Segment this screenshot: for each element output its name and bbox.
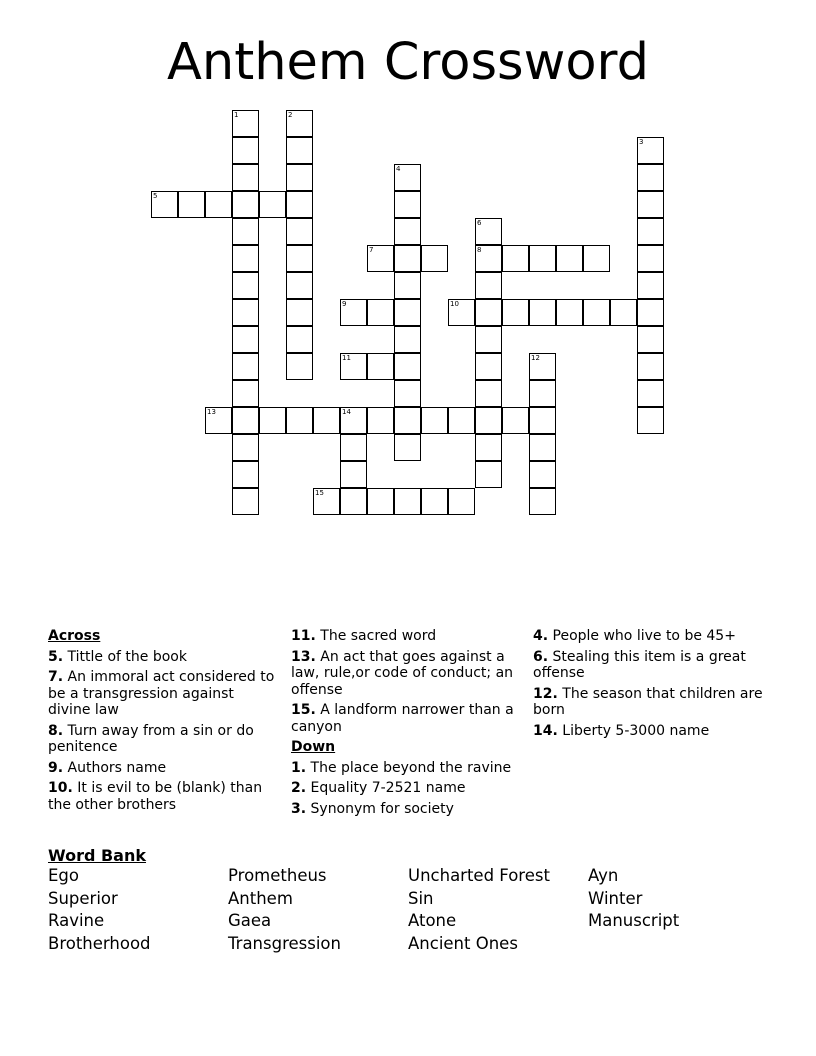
grid-cell[interactable] bbox=[286, 299, 313, 326]
grid-cell[interactable] bbox=[205, 191, 232, 218]
grid-cell[interactable] bbox=[475, 299, 502, 326]
clue-text: An act that goes against a law, rule,or code of conduct; an offense bbox=[291, 648, 514, 698]
grid-cell[interactable] bbox=[367, 245, 394, 272]
down-clue bbox=[291, 780, 523, 797]
grid-cell[interactable] bbox=[394, 326, 421, 353]
grid-cell[interactable] bbox=[286, 137, 313, 164]
puzzle-title: Anthem Crossword bbox=[167, 33, 649, 92]
clues-column-1 bbox=[48, 628, 280, 817]
clue-number: 2. bbox=[291, 780, 307, 796]
grid-cell[interactable] bbox=[475, 407, 502, 434]
word-bank-word: Brotherhood bbox=[48, 933, 151, 953]
clue-number: 5 bbox=[153, 192, 158, 200]
grid-cell[interactable] bbox=[340, 434, 367, 461]
grid-cell[interactable] bbox=[232, 353, 259, 380]
clue-number: 6 bbox=[477, 219, 482, 227]
clue-number: 13. bbox=[291, 648, 316, 665]
clue-number: 13 bbox=[207, 408, 216, 416]
clue-text: People who live to be 45+ bbox=[552, 628, 736, 644]
grid-cell[interactable] bbox=[232, 299, 259, 326]
grid-cell[interactable] bbox=[367, 488, 394, 515]
clue-number: 7 bbox=[369, 246, 374, 254]
clues-column-3 bbox=[533, 628, 773, 743]
grid-cell[interactable] bbox=[259, 191, 286, 218]
grid-cell[interactable] bbox=[178, 191, 205, 218]
across-clue bbox=[291, 649, 523, 699]
grid-cell[interactable] bbox=[529, 488, 556, 515]
grid-cell[interactable] bbox=[232, 380, 259, 407]
clue-number: 3. bbox=[291, 800, 307, 817]
grid-cell[interactable] bbox=[529, 353, 556, 380]
word-bank-word: Superior bbox=[48, 888, 118, 908]
clue-number: 14 bbox=[342, 408, 351, 416]
word-bank-list bbox=[48, 866, 768, 958]
clue-number: 5. bbox=[48, 648, 64, 665]
clues-column-2 bbox=[291, 628, 523, 821]
grid-cell[interactable] bbox=[475, 245, 502, 272]
grid-cell[interactable] bbox=[286, 407, 313, 434]
across-clue bbox=[48, 760, 280, 777]
grid-cell[interactable] bbox=[232, 407, 259, 434]
grid-cell[interactable] bbox=[556, 299, 583, 326]
clue-text: The season that children are born bbox=[533, 685, 763, 718]
grid-cell[interactable] bbox=[232, 218, 259, 245]
word-bank-word: Sin bbox=[408, 888, 434, 908]
clue-text: It is evil to be (blank) than the other brothers bbox=[48, 780, 263, 813]
across-clue bbox=[48, 723, 280, 756]
grid-cell[interactable] bbox=[637, 326, 664, 353]
grid-cell[interactable] bbox=[475, 434, 502, 461]
across-clue bbox=[291, 702, 523, 735]
grid-cell[interactable] bbox=[421, 245, 448, 272]
grid-cell[interactable] bbox=[529, 299, 556, 326]
grid-cell[interactable] bbox=[502, 299, 529, 326]
grid-cell[interactable] bbox=[394, 299, 421, 326]
across-clue bbox=[48, 669, 280, 719]
grid-cell[interactable] bbox=[394, 353, 421, 380]
grid-cell[interactable] bbox=[475, 461, 502, 488]
grid-cell[interactable] bbox=[232, 137, 259, 164]
word-bank-word: Transgression bbox=[228, 933, 341, 953]
across-clue bbox=[48, 780, 280, 813]
grid-cell[interactable] bbox=[286, 245, 313, 272]
clue-number: 15. bbox=[291, 702, 316, 718]
grid-cell[interactable] bbox=[286, 272, 313, 299]
grid-cell[interactable] bbox=[475, 218, 502, 245]
clue-number: 1 bbox=[234, 111, 239, 119]
grid-cell[interactable] bbox=[394, 488, 421, 515]
down-clue bbox=[533, 649, 773, 682]
grid-cell[interactable] bbox=[610, 299, 637, 326]
grid-cell[interactable] bbox=[637, 137, 664, 164]
down-clue bbox=[533, 628, 773, 645]
grid-cell[interactable] bbox=[340, 488, 367, 515]
clue-text: A landform narrower than a canyon bbox=[291, 702, 514, 735]
grid-cell[interactable] bbox=[340, 299, 367, 326]
grid-cell[interactable] bbox=[475, 353, 502, 380]
grid-cell[interactable] bbox=[394, 380, 421, 407]
grid-cell[interactable] bbox=[502, 245, 529, 272]
across-clue bbox=[48, 649, 280, 666]
clue-number: 12 bbox=[531, 354, 540, 362]
word-bank-word: Atone bbox=[408, 911, 457, 930]
clue-number: 11 bbox=[342, 354, 351, 362]
grid-cell[interactable] bbox=[637, 218, 664, 245]
grid-cell[interactable] bbox=[367, 407, 394, 434]
grid-cell[interactable] bbox=[394, 218, 421, 245]
grid-cell[interactable] bbox=[232, 110, 259, 137]
clue-text: Stealing this item is a great offense bbox=[533, 648, 746, 681]
grid-cell[interactable] bbox=[448, 488, 475, 515]
grid-cell[interactable] bbox=[205, 407, 232, 434]
grid-cell[interactable] bbox=[232, 326, 259, 353]
grid-cell[interactable] bbox=[421, 488, 448, 515]
grid-cell[interactable] bbox=[232, 488, 259, 515]
grid-cell[interactable] bbox=[313, 488, 340, 515]
grid-cell[interactable] bbox=[232, 245, 259, 272]
grid-cell[interactable] bbox=[475, 272, 502, 299]
clue-number: 7. bbox=[48, 669, 64, 685]
grid-cell[interactable] bbox=[232, 191, 259, 218]
clue-number: 1. bbox=[291, 759, 307, 776]
grid-cell[interactable] bbox=[232, 434, 259, 461]
clue-number: 3 bbox=[639, 138, 644, 146]
grid-cell[interactable] bbox=[583, 245, 610, 272]
grid-cell[interactable] bbox=[286, 218, 313, 245]
clue-text: Equality 7-2521 name bbox=[310, 780, 466, 796]
word-bank-word: Prometheus bbox=[228, 866, 327, 885]
word-bank-word: Uncharted Forest bbox=[408, 866, 550, 885]
grid-cell[interactable] bbox=[259, 407, 286, 434]
clue-number: 8 bbox=[477, 246, 482, 254]
clue-text: Turn away from a sin or do penitence bbox=[48, 722, 254, 755]
grid-cell[interactable] bbox=[232, 272, 259, 299]
clue-number: 14. bbox=[533, 722, 558, 739]
grid-cell[interactable] bbox=[286, 191, 313, 218]
grid-cell[interactable] bbox=[637, 407, 664, 434]
grid-cell[interactable] bbox=[394, 434, 421, 461]
word-bank-heading: Word Bank bbox=[48, 846, 147, 865]
grid-cell[interactable] bbox=[394, 245, 421, 272]
grid-cell[interactable] bbox=[475, 326, 502, 353]
down-clue bbox=[291, 801, 523, 818]
clue-text: Authors name bbox=[67, 759, 167, 776]
grid-cell[interactable] bbox=[529, 434, 556, 461]
clue-number: 8. bbox=[48, 722, 64, 739]
grid-cell[interactable] bbox=[340, 407, 367, 434]
clue-number: 10 bbox=[450, 300, 459, 308]
grid-cell[interactable] bbox=[637, 380, 664, 407]
grid-cell[interactable] bbox=[394, 164, 421, 191]
grid-cell[interactable] bbox=[367, 353, 394, 380]
grid-cell[interactable] bbox=[448, 299, 475, 326]
grid-cell[interactable] bbox=[394, 407, 421, 434]
clue-number: 10. bbox=[48, 780, 73, 796]
down-clue bbox=[533, 686, 773, 719]
grid-cell[interactable] bbox=[529, 461, 556, 488]
grid-cell[interactable] bbox=[475, 380, 502, 407]
grid-cell[interactable] bbox=[502, 407, 529, 434]
clue-text: Synonym for society bbox=[310, 800, 454, 817]
word-bank-word: Anthem bbox=[228, 888, 293, 908]
grid-cell[interactable] bbox=[637, 299, 664, 326]
grid-cell[interactable] bbox=[340, 461, 367, 488]
grid-cell[interactable] bbox=[556, 245, 583, 272]
grid-cell[interactable] bbox=[286, 353, 313, 380]
grid-cell[interactable] bbox=[529, 245, 556, 272]
across-clue bbox=[291, 628, 523, 645]
grid-cell[interactable] bbox=[151, 191, 178, 218]
grid-cell[interactable] bbox=[340, 353, 367, 380]
grid-cell[interactable] bbox=[637, 272, 664, 299]
grid-cell[interactable] bbox=[637, 245, 664, 272]
word-bank-word: Manuscript bbox=[588, 911, 680, 930]
across-heading: Across bbox=[48, 628, 101, 644]
grid-cell[interactable] bbox=[367, 299, 394, 326]
word-bank bbox=[48, 846, 768, 958]
grid-cell[interactable] bbox=[286, 326, 313, 353]
clue-number: 9. bbox=[48, 759, 64, 776]
clue-text: The sacred word bbox=[320, 628, 437, 644]
grid-cell[interactable] bbox=[637, 164, 664, 191]
word-bank-word: Ancient Ones bbox=[408, 933, 518, 953]
grid-cell[interactable] bbox=[529, 380, 556, 407]
clue-text: An immoral act considered to be a transgression against divine law bbox=[48, 669, 275, 718]
word-bank-word: Ayn bbox=[588, 866, 619, 885]
clue-number: 6. bbox=[533, 648, 549, 665]
grid-cell[interactable] bbox=[637, 191, 664, 218]
grid-cell[interactable] bbox=[394, 272, 421, 299]
clue-number: 2 bbox=[288, 111, 293, 119]
grid-cell[interactable] bbox=[448, 407, 475, 434]
grid-cell[interactable] bbox=[313, 407, 340, 434]
clue-text: The place beyond the ravine bbox=[310, 759, 512, 776]
grid-cell[interactable] bbox=[286, 164, 313, 191]
down-clue bbox=[291, 760, 523, 777]
clue-number: 4 bbox=[396, 165, 401, 173]
word-bank-word: Gaea bbox=[228, 911, 272, 930]
clue-number: 11. bbox=[291, 628, 316, 644]
grid-cell[interactable] bbox=[232, 164, 259, 191]
clue-number: 9 bbox=[342, 300, 347, 308]
clue-text: Liberty 5-3000 name bbox=[562, 722, 710, 739]
clue-number: 15 bbox=[315, 489, 324, 497]
grid-cell[interactable] bbox=[421, 407, 448, 434]
grid-cell[interactable] bbox=[286, 110, 313, 137]
clue-number: 4. bbox=[533, 628, 549, 644]
word-bank-word: Winter bbox=[588, 888, 643, 908]
clue-number: 12. bbox=[533, 685, 558, 702]
clue-text: Tittle of the book bbox=[67, 648, 187, 665]
grid-cell[interactable] bbox=[583, 299, 610, 326]
down-clue bbox=[533, 723, 773, 740]
word-bank-word: Ravine bbox=[48, 911, 105, 930]
grid-cell[interactable] bbox=[529, 407, 556, 434]
down-heading: Down bbox=[291, 739, 336, 755]
grid-cell[interactable] bbox=[232, 461, 259, 488]
grid-cell[interactable] bbox=[637, 353, 664, 380]
word-bank-word: Ego bbox=[48, 866, 79, 885]
grid-cell[interactable] bbox=[394, 191, 421, 218]
